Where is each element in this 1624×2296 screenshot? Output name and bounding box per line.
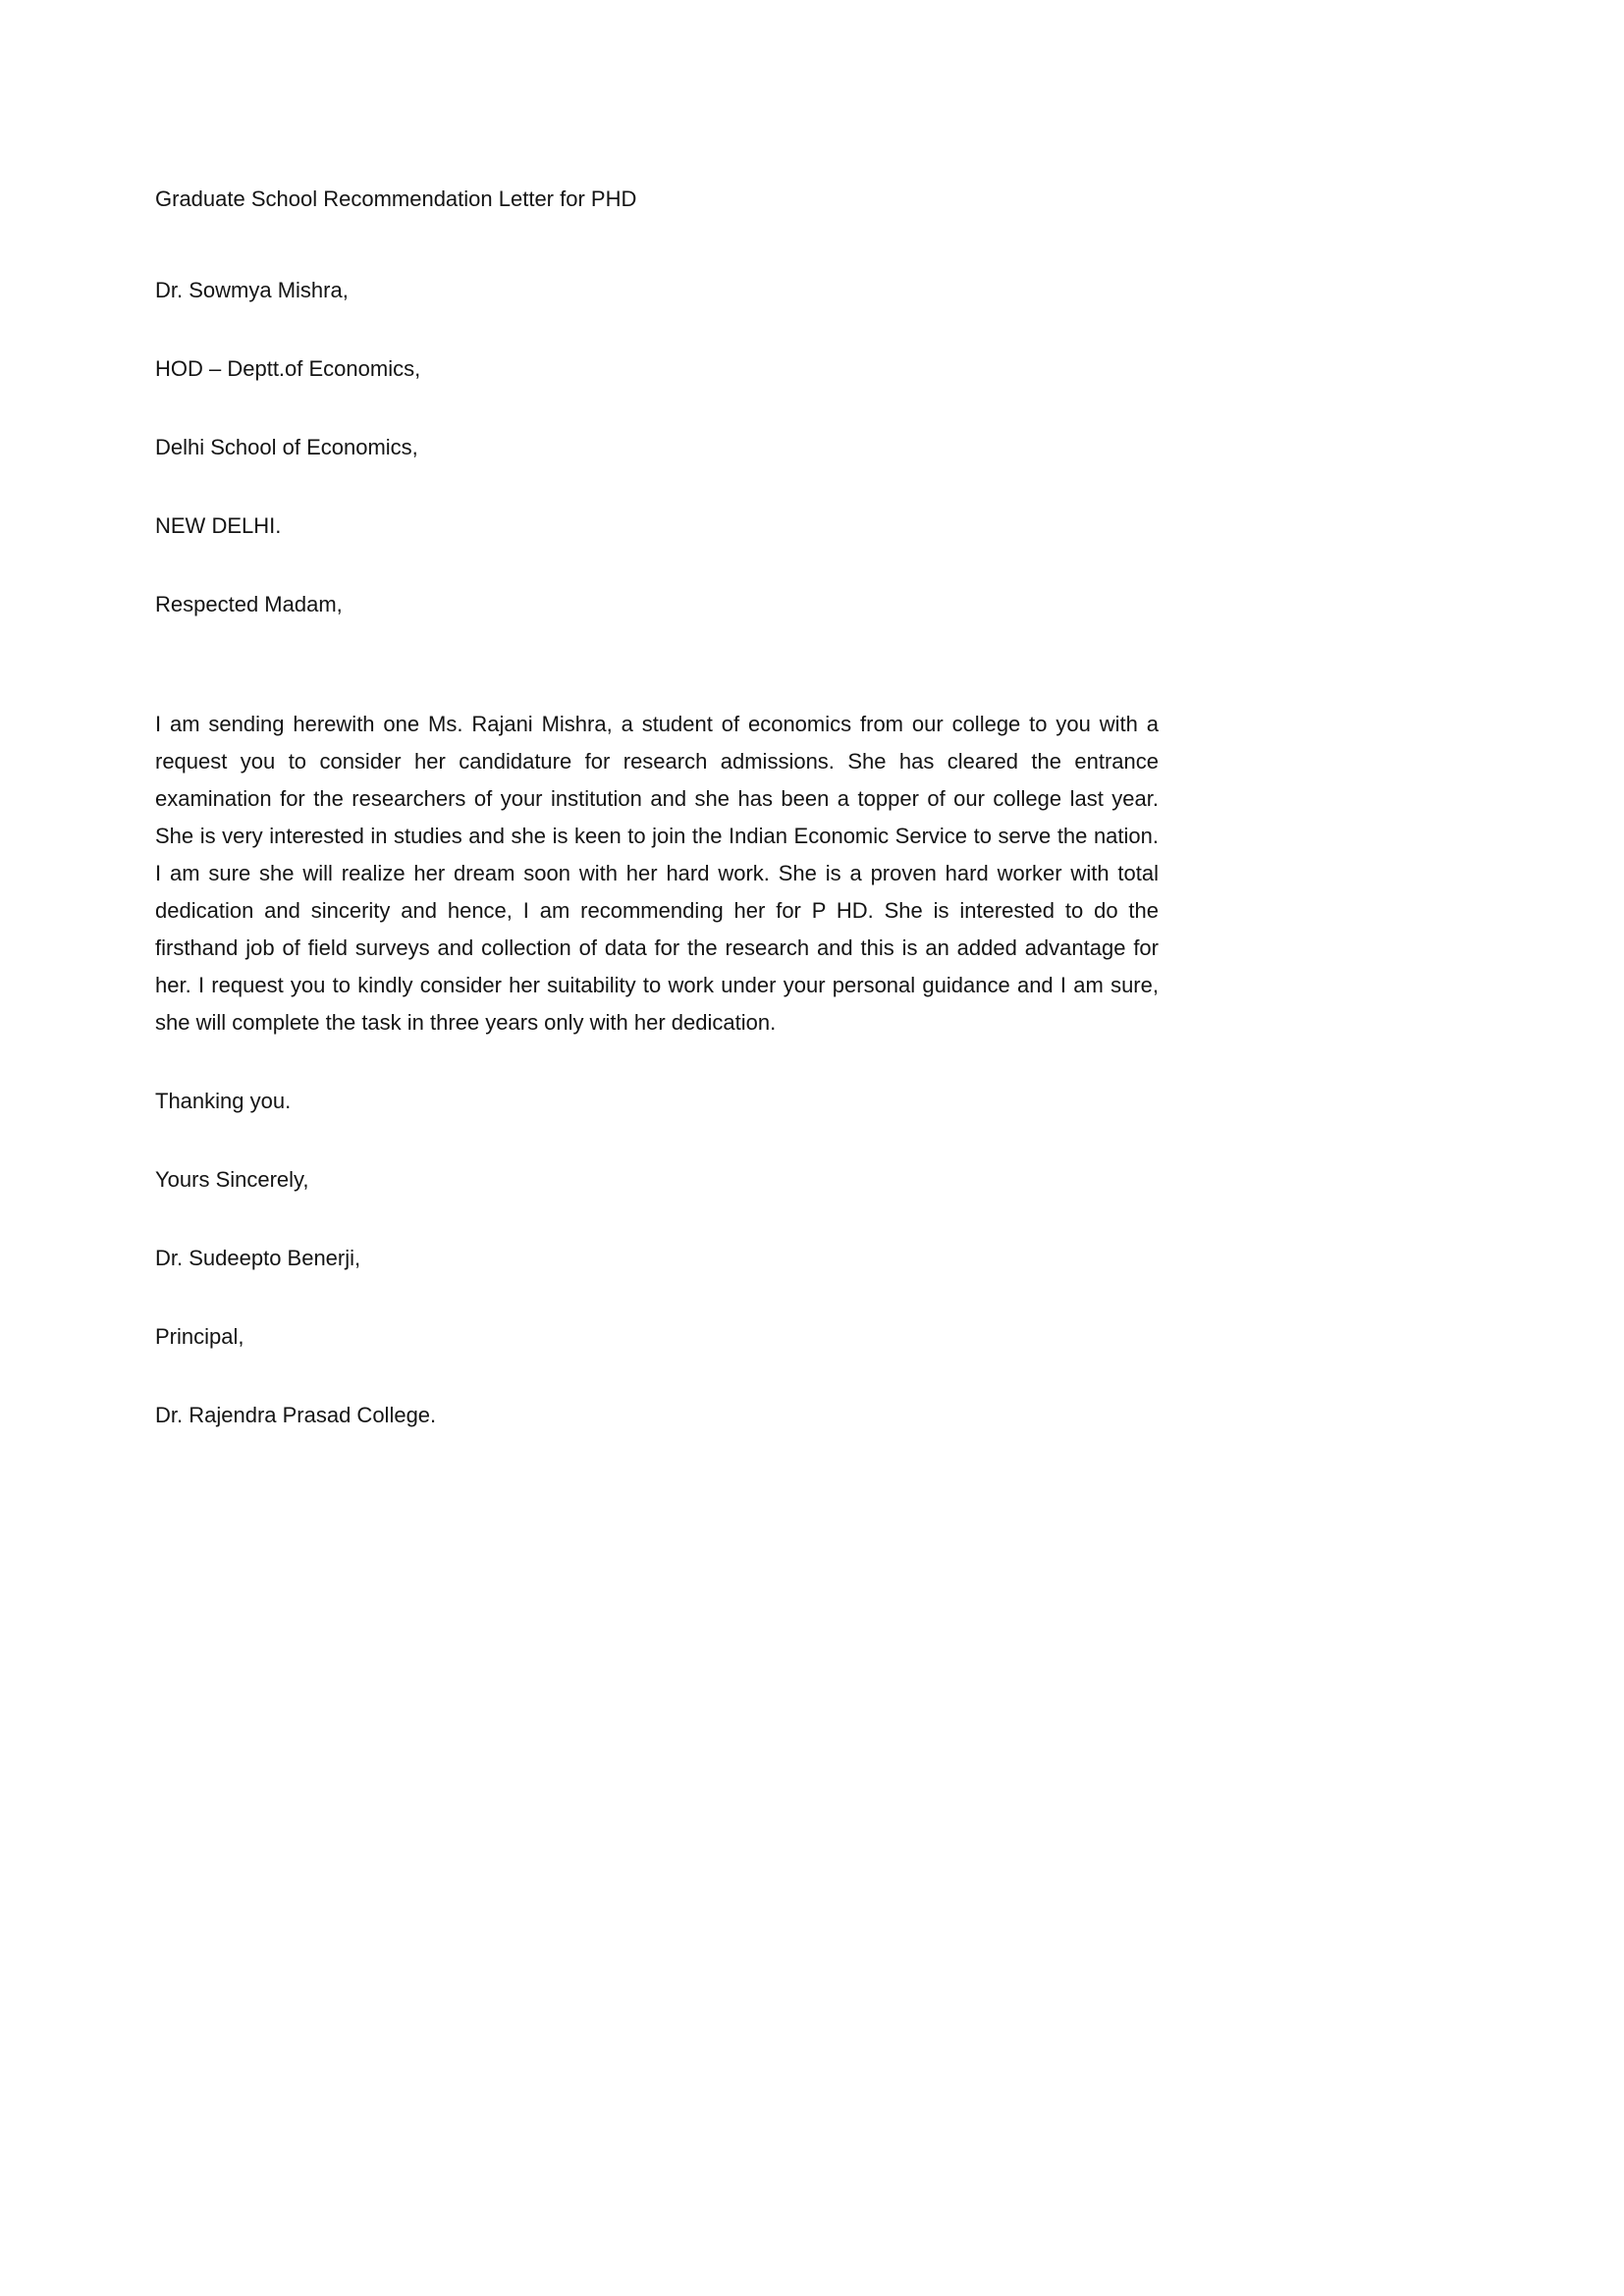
recipient-designation: HOD – Deptt.of Economics, [155, 356, 421, 381]
closing-signoff: Yours Sincerely, [155, 1167, 309, 1192]
recipient-name: Dr. Sowmya Mishra, [155, 278, 349, 302]
signature-college: Dr. Rajendra Prasad College. [155, 1403, 437, 1427]
recipient-city: NEW DELHI. [155, 513, 282, 538]
letter-body-paragraph: I am sending herewith one Ms. Rajani Mishra, a student of economics from our college to you with a request you to consider her candidature for research admissions. She has cleared the entrance examination for the researchers of your institution and she has been a topper of our college last year. She is very interested in studies and she is keen to join the Indian Economic Service to serve the nation. I am sure she will realize her dream soon with her hard work. She is a proven hard worker with total dedication and sincerity and hence, I am recommending her for P HD. She is interested to do the firsthand job of field surveys and collection of data for the research and this is an added advantage for her. I request you to kindly consider her suitability to work under your personal guidance and I am sure, she will complete the task in three years only with her dedication. [155, 712, 1159, 1035]
signature-name: Dr. Sudeepto Benerji, [155, 1246, 361, 1270]
signature-title: Principal, [155, 1324, 244, 1349]
document-title: Graduate School Recommendation Letter for PHD [155, 187, 637, 211]
closing-thanks: Thanking you. [155, 1089, 292, 1113]
recipient-institution: Delhi School of Economics, [155, 435, 418, 459]
salutation-line: Respected Madam, [155, 592, 343, 616]
